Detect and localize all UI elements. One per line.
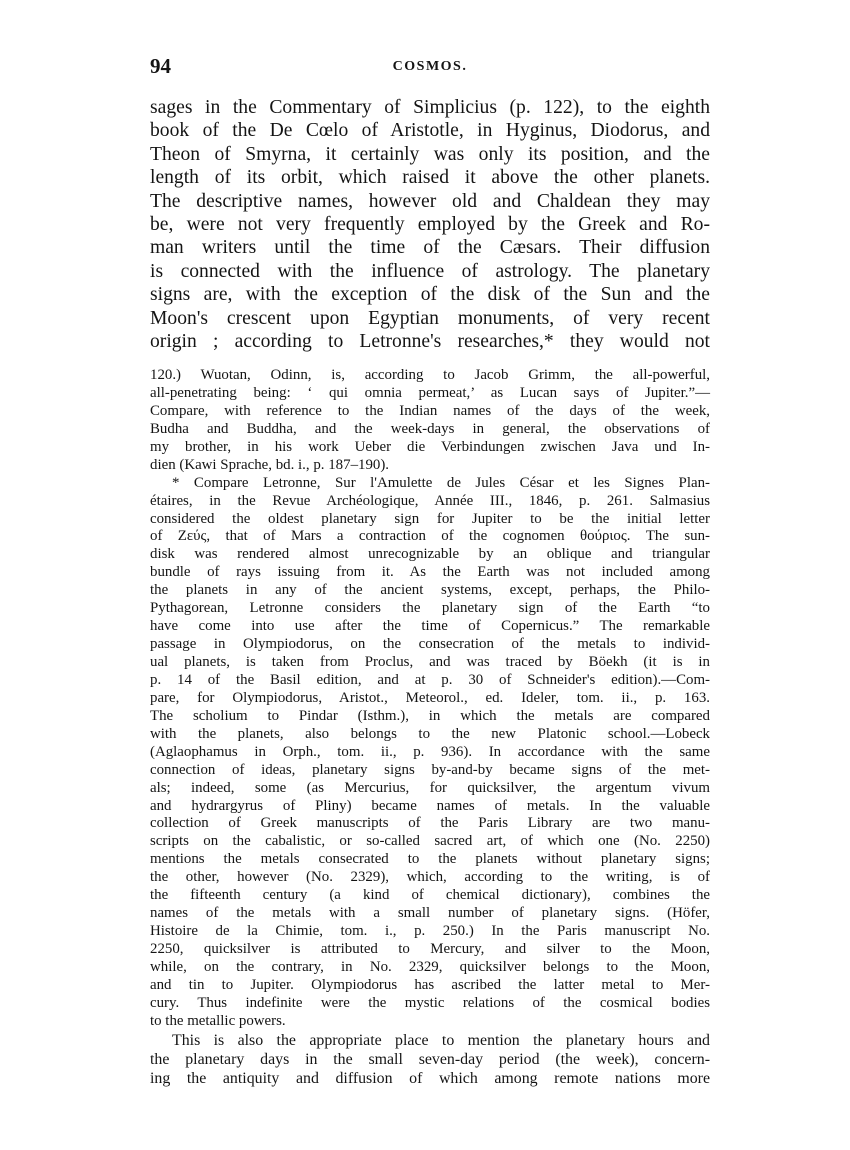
main-line: man writers until the time of the Cæsars. Their diffusion bbox=[150, 237, 710, 259]
footnote-line: all-penetrating being: ‘ qui omnia permeat,’ as Lucan says of Jupiter.”— bbox=[150, 384, 710, 401]
footnote-line: to the metallic powers. bbox=[150, 1012, 286, 1029]
footnote-line: the fifteenth century (a kind of chemical dictionary), combines the bbox=[150, 887, 710, 904]
footnote-line: disk was rendered almost unrecognizable by an oblique and triangular bbox=[150, 546, 710, 563]
footnote-line: Budha and Buddha, and the week-days in general, the observations of bbox=[150, 420, 710, 437]
footnote-line: have come into use after the time of Copernicus.” The remarkable bbox=[150, 618, 710, 635]
main-line: length of its orbit, which raised it above the other planets. bbox=[150, 167, 710, 189]
closing-paragraph bbox=[150, 1031, 710, 1089]
footnotes bbox=[150, 367, 710, 1031]
main-line: Moon's crescent upon Egyptian monuments, of very recent bbox=[150, 307, 710, 329]
closing-line: the planetary days in the small seven-day period (the week), concern- bbox=[150, 1051, 710, 1069]
footnote-line: 120.) Wuotan, Odinn, is, according to Jacob Grimm, the all-powerful, bbox=[150, 367, 710, 383]
main-line: The descriptive names, however old and Chaldean they may bbox=[150, 190, 710, 212]
footnote-line: collection of Greek manuscripts of the Paris Library are two manu- bbox=[150, 815, 710, 832]
footnote-line: connection of ideas, planetary signs by-and-by became signs of the met- bbox=[150, 761, 710, 778]
footnote-line: the other, however (No. 2329), which, according to the writing, is of bbox=[150, 869, 710, 886]
main-line: book of the De Cœlo of Aristotle, in Hyginus, Diodorus, and bbox=[150, 120, 710, 142]
footnote-line: 2250, quicksilver is attributed to Mercury, and silver to the Moon, bbox=[150, 941, 710, 957]
footnote-line: dien (Kawi Sprache, bd. i., p. 187–190). bbox=[150, 456, 390, 473]
footnote-line: cury. Thus indefinite were the mystic relations of the cosmical bodies bbox=[150, 994, 710, 1011]
footnote-line: The scholium to Pindar (Isthm.), in which the metals are compared bbox=[150, 707, 710, 724]
running-title: COSMOS. bbox=[392, 59, 468, 74]
footnote-line: als; indeed, some (as Mercurius, for quicksilver, the argentum vivum bbox=[150, 779, 710, 796]
footnote-line: mentions the metals consecrated to the planets without planetary signs; bbox=[150, 851, 710, 868]
footnote-line: the planets in any of the ancient systems, except, perhaps, the Philo- bbox=[150, 582, 710, 599]
footnote-line: pare, for Olympiodorus, Aristot., Meteorol., ed. Ideler, tom. ii., p. 163. bbox=[150, 689, 710, 706]
main-line: signs are, with the exception of the disk of the Sun and the bbox=[150, 284, 710, 306]
footnote-line: scripts on the cabalistic, or so-called sacred art, of which one (No. 2250) bbox=[150, 833, 710, 850]
footnote-line: with the planets, also belongs to the new Platonic school.—Lobeck bbox=[150, 725, 710, 742]
footnote-line: p. 14 of the Basil edition, and at p. 30 of Schneider's edition).—Com- bbox=[150, 671, 710, 688]
closing-line: ing the antiquity and diffusion of which among remote nations more bbox=[150, 1070, 710, 1088]
footnote-line: of Ζεύς, that of Mars a contraction of the cognomen θούριος. The sun- bbox=[150, 528, 710, 545]
main-line: be, were not very frequently employed by the Greek and Ro- bbox=[150, 213, 710, 235]
footnote-line: Compare, with reference to the Indian names of the days of the week, bbox=[150, 402, 710, 419]
main-line: origin ; according to Letronne's researches,* they would not bbox=[150, 330, 710, 352]
footnote-line: while, on the contrary, in No. 2329, quicksilver belongs to the Moon, bbox=[150, 958, 710, 975]
footnote-line: considered the oldest planetary sign for Jupiter to be the initial letter bbox=[150, 510, 710, 527]
main-line: Theon of Smyrna, it certainly was only its position, and the bbox=[150, 143, 710, 165]
footnote-line: * Compare Letronne, Sur l'Amulette de Jules César et les Signes Plan- bbox=[172, 474, 710, 491]
main-line: sages in the Commentary of Simplicius (p. 122), to the eighth bbox=[150, 97, 710, 118]
footnote-line: (Aglaophamus in Orph., tom. ii., p. 936). In accordance with the same bbox=[150, 743, 710, 760]
footnote-line: Histoire de la Chimie, tom. i., p. 250.) In the Paris manuscript No. bbox=[150, 923, 710, 940]
footnote-line: my brother, in his work Ueber die Verbindungen zwischen Java und In- bbox=[150, 438, 710, 455]
footnote-line: passage in Olympiodorus, on the consecration of the metals to individ- bbox=[150, 636, 710, 653]
footnote-line: bundle of rays issuing from it. As the Earth was not included among bbox=[150, 564, 710, 581]
footnote-line: and tin to Jupiter. Olympiodorus has ascribed the latter metal to Mer- bbox=[150, 976, 710, 993]
footnote-line: ual planets, is taken from Proclus, and was traced by Böekh (it is in bbox=[150, 654, 710, 670]
footnote-line: Pythagorean, Letronne considers the planetary sign of the Earth “to bbox=[150, 600, 710, 617]
main-line: is connected with the influence of astrology. The planetary bbox=[150, 260, 710, 282]
page-header bbox=[150, 54, 710, 84]
footnote-line: and hydrargyrus of Pliny) became names of metals. In the valuable bbox=[150, 797, 710, 814]
main-text bbox=[150, 96, 710, 353]
page-number: 94 bbox=[150, 54, 171, 78]
footnote-line: names of the metals with a small number of planetary signs. (Höfer, bbox=[150, 905, 710, 922]
footnote-line: étaires, in the Revue Archéologique, Année III., 1846, p. 261. Salmasius bbox=[150, 492, 710, 509]
closing-line: This is also the appropriate place to mention the planetary hours and bbox=[172, 1032, 710, 1049]
